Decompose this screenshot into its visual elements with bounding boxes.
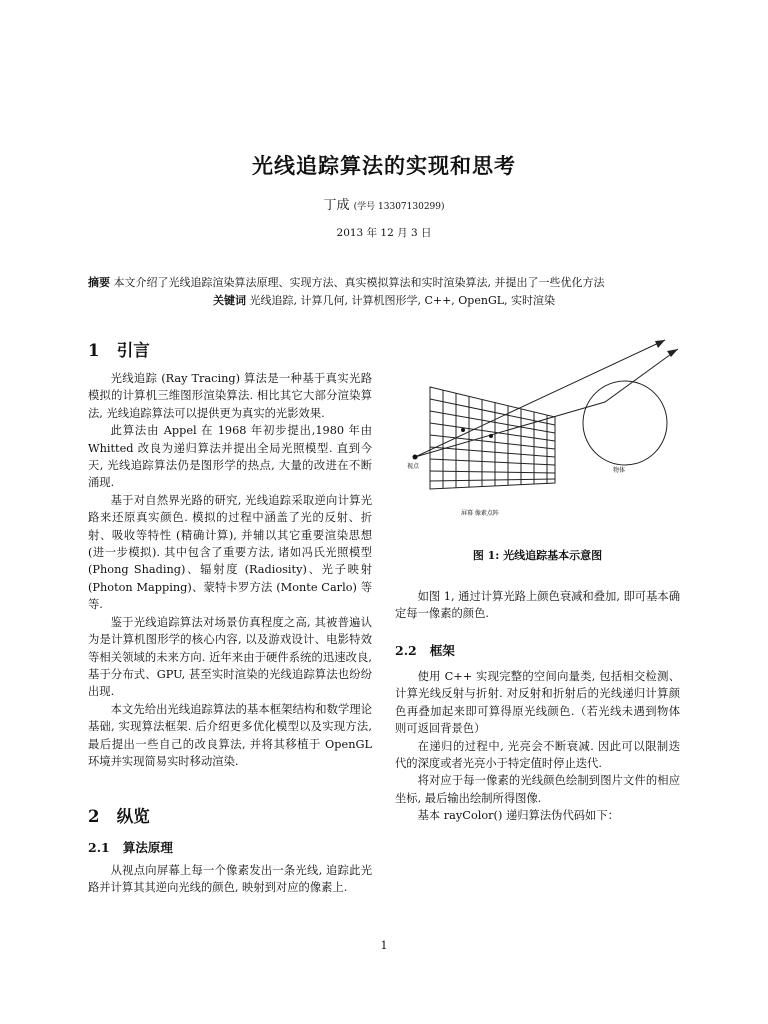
pixel-dot (461, 428, 465, 432)
paragraph: 使用 C++ 实现完整的空间向量类, 包括相交检测、计算光线反射与折射. 对反射和折射后的光线递归计算颜色再叠加起来即可算得原光线颜色.（若光线未遇到物体则可返回背景色） (395, 670, 680, 736)
abstract-text: 本文介绍了光线追踪渲染算法原理、实现方法、真实模拟算法和实时渲染算法, 并提出了一些优化方法 (113, 276, 605, 289)
figure-caption (395, 547, 680, 563)
screen-grid (430, 387, 555, 489)
author-id: (学号 13307130299) (353, 202, 445, 212)
framework-body (395, 668, 680, 825)
section-title: 引言 (116, 341, 150, 360)
section-number: 2 (88, 807, 100, 826)
viewpoint-dot (413, 455, 418, 460)
paragraph: 从视点向屏幕上每一个像素发出一条光线, 追踪此光路并计算其其逆向光线的颜色, 映射到对应的像素上. (88, 864, 372, 895)
section-1-heading (88, 337, 372, 361)
keywords-label: 关键词 (212, 294, 246, 307)
author-line (0, 194, 768, 213)
paragraph: 在递归的过程中, 光亮会不断衰减. 因此可以限制迭代的深度或者光亮小于特定值时停止迭代. (395, 739, 680, 771)
section-number: 1 (88, 341, 100, 360)
paragraph: 将对应于每一像素的光线颜色绘制到图片文件的相应坐标, 最后输出绘制所得图像. (395, 774, 680, 805)
principle-body (88, 862, 372, 897)
ray-tracing-figure (395, 335, 685, 530)
paragraph: 光线追踪 (Ray Tracing) 算法是一种基于真实光路模拟的计算机三维图形渲染算法. 相比其它大部分渲染算法, 光线追踪算法可以提供更为真实的光影效果. (88, 372, 372, 420)
section-2-heading (88, 803, 372, 827)
viewpoint-label: 视点 (407, 463, 420, 470)
figure-explanation (395, 588, 680, 623)
author-name: 丁成 (323, 198, 350, 213)
paragraph: 本文先给出光线追踪算法的基本框架结构和数学理论基础, 实现算法框架. 后介绍更多优化模型以及实现方法, 最后提出一些自己的改良算法, 并将其移植于 OpenGL 环境并实现简易实时移动渲染. (88, 702, 372, 768)
screen-label: 屏幕 像素点阵 (461, 510, 499, 517)
paragraph: 如图 1, 通过计算光路上颜色衰减和叠加, 即可基本确定每一像素的颜色. (395, 590, 680, 621)
object-label: 物体 (613, 467, 626, 474)
section-2-1-heading (88, 838, 372, 856)
paragraph: 基本 rayColor() 递归算法伪代码如下： (417, 809, 619, 823)
intro-body (88, 370, 372, 770)
section-number: 2.1 (88, 840, 110, 855)
section-number: 2.2 (395, 643, 417, 658)
caption-text: 图 1: 光线追踪基本示意图 (472, 549, 603, 562)
section-2-2-heading (395, 641, 680, 659)
paragraph: 鉴于光线追踪算法对场景仿真程度之高, 其被普遍认为是计算机图形学的核心内容, 以及游戏设计、电影特效等相关领域的未来方向. 近年来由于硬件系统的迅速改良, 基于分布式、GPU, 甚至实时渲染的光线追踪算法也纷纷出现. (88, 615, 372, 699)
section-title: 纵览 (116, 807, 150, 826)
abstract-label: 摘要 (88, 276, 110, 289)
pixel-dot (489, 434, 493, 438)
paper-title: 光线追踪算法的实现和思考 (252, 153, 516, 178)
object-sphere (583, 381, 667, 465)
paragraph: 基于对自然界光路的研究, 光线追踪采取逆向计算光路来还原真实颜色. 模拟的过程中涵盖了光的反射、折射、吸收等特性 (精确计算), 并辅以其它重要渲染思想 (进一步模拟). 其中包含了重要方法, 诸如冯氏光照模型 (Phong Shading)、辐射度 (Radiosity)、光子映射 (Photon Mapping)、蒙特卡罗方法 (Monte Carlo) 等等. (88, 493, 372, 612)
section-title: 框架 (429, 643, 455, 658)
ray-arrowhead (655, 340, 665, 348)
page-number: 1 (380, 939, 388, 952)
paper-date: 2013 年 12 月 3 日 (336, 227, 432, 239)
abstract (88, 274, 680, 291)
paragraph: 此算法由 Appel 在 1968 年初步提出,1980 年由 Whitted 改良为递归算法并提出全局光照模型. 直到今天, 光线追踪算法仍是图形学的热点, 大量的改进在不断涌现. (88, 424, 372, 490)
keywords-text: 光线追踪, 计算几何, 计算机图形学, C++, OpenGL, 实时渲染 (249, 294, 556, 307)
section-title: 算法原理 (122, 840, 173, 855)
keywords (0, 292, 768, 308)
